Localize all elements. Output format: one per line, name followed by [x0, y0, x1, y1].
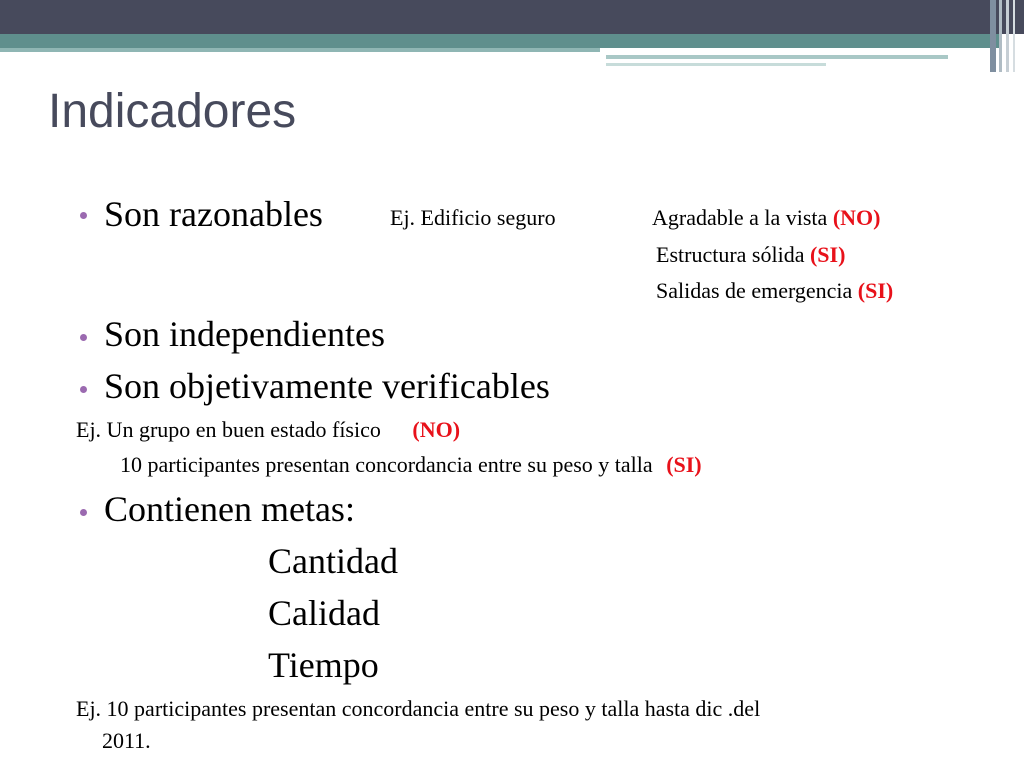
example-line-mark: (SI) — [666, 452, 702, 477]
meta-tiempo: Tiempo — [268, 645, 379, 685]
meta-calidad: Calidad — [268, 593, 380, 633]
example-item-salidas — [656, 278, 893, 303]
header-vertical-stripe — [1006, 0, 1009, 72]
header-accent-line-short — [606, 63, 826, 66]
meta-cantidad: Cantidad — [268, 541, 398, 581]
header-teal-band — [0, 34, 1000, 48]
example-item-mark: (SI) — [809, 242, 846, 267]
bullet-son-razonables: Son razonables — [104, 194, 323, 234]
bullet-contienen-metas: Contienen metas: — [104, 489, 355, 529]
bullet-dot — [80, 386, 87, 393]
bullet-dot — [80, 334, 87, 341]
example-item-mark: (NO) — [832, 205, 881, 230]
bullet-son-independientes: Son independientes — [104, 314, 385, 354]
example-item-mark: (SI) — [857, 278, 894, 303]
final-example-line2: 2011. — [102, 728, 151, 753]
example-edificio-seguro: Ej. Edificio seguro — [390, 205, 556, 230]
bullet-dot — [80, 509, 87, 516]
example-line-text: 10 participantes presentan concordancia entre su peso y talla — [120, 452, 653, 477]
example-line-mark: (NO) — [412, 417, 461, 442]
example-item-estructura — [656, 242, 845, 267]
example-line-concordancia — [120, 452, 702, 477]
header-teal-line — [0, 48, 600, 52]
header-vertical-stripe — [990, 0, 996, 72]
example-item-agradable — [652, 205, 880, 230]
header-vertical-stripe — [1013, 0, 1015, 72]
header-vertical-stripe — [999, 0, 1002, 72]
final-example-line1: Ej. 10 participantes presentan concordancia entre su peso y talla hasta dic .del — [76, 696, 761, 721]
bullet-dot — [80, 212, 87, 219]
example-item-text: Estructura sólida — [656, 242, 805, 267]
slide-title: Indicadores — [48, 85, 297, 138]
header-accent-line — [606, 55, 948, 59]
example-line-text: Ej. Un grupo en buen estado físico — [76, 417, 381, 442]
example-line-estado-fisico — [76, 417, 460, 442]
bullet-objetivamente-verificables: Son objetivamente verificables — [104, 366, 550, 406]
header-bar — [0, 0, 1024, 34]
example-item-text: Salidas de emergencia — [656, 278, 853, 303]
example-item-text: Agradable a la vista — [652, 205, 828, 230]
